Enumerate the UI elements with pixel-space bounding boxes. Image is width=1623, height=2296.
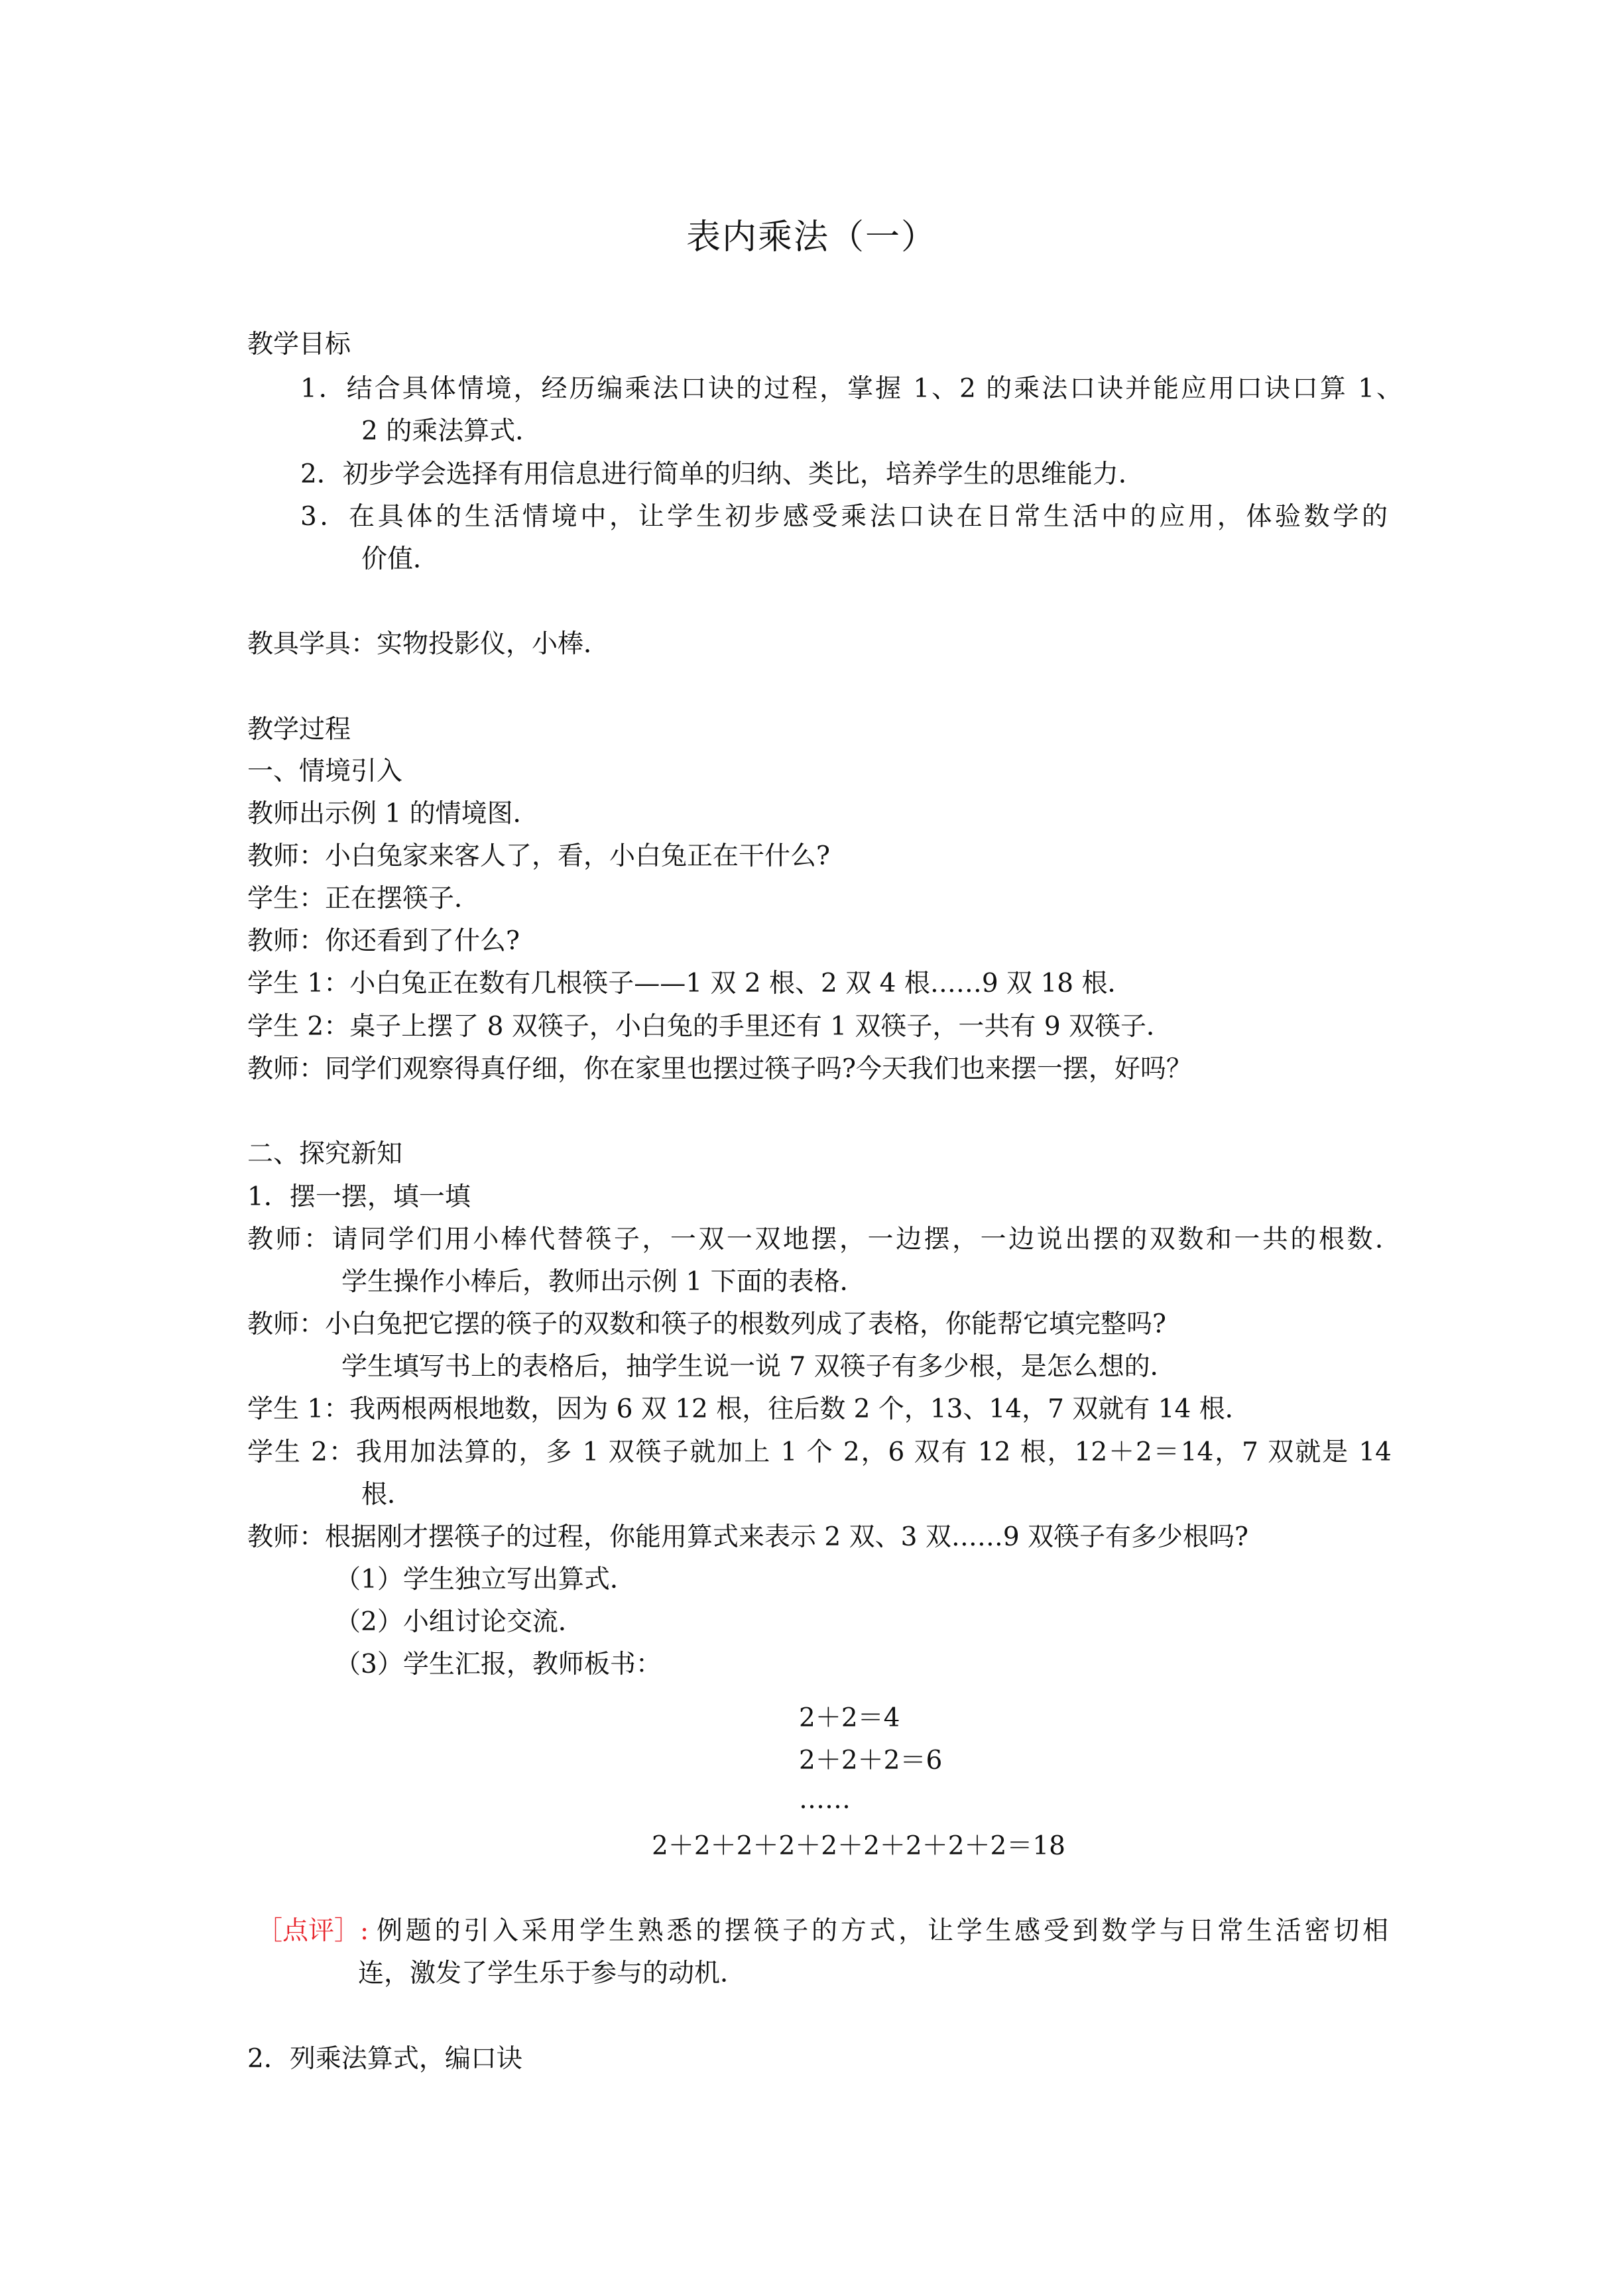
objective-item-2: 2．初步学会选择有用信息进行简单的归纳、类比，培养学生的思维能力． (300, 459, 1144, 489)
objective-item-3: 3．在具体的生活情境中，让学生初步感受乘法口诀在日常生活中的应用，体验数学的 (300, 502, 1388, 532)
dialogue-line: 学生 2：桌子上摆了 8 双筷子，小白兔的手里还有 1 双筷子，一共有 9 双筷子． (247, 1012, 1173, 1042)
dialogue-line: 教师：小白兔家来客人了，看，小白兔正在干什么? (247, 841, 830, 871)
board-equation: 2＋2＝4 (799, 1703, 900, 1733)
board-ellipsis: …… (799, 1785, 851, 1815)
comment-text: 例题的引入采用学生熟悉的摆筷子的方式，让学生感受到数学与日常生活密切相 (377, 1916, 1388, 1946)
dialogue-line: 学生 1：我两根两根地数，因为 6 双 12 根，往后数 2 个，13、14，7 双就有 14 根． (247, 1394, 1251, 1424)
step-item: （2）小组讨论交流． (335, 1607, 584, 1637)
dialogue-line-cont: 根． (361, 1480, 414, 1510)
dialogue-line: 教师：你还看到了什么? (247, 926, 520, 956)
page-title: 表内乘法（一） (686, 217, 937, 257)
dialogue-line: 学生 1：小白兔正在数有几根筷子——1 双 2 根、2 双 4 根……9 双 18 根． (247, 969, 1134, 998)
process-heading: 教学过程 (247, 715, 351, 745)
objective-item-1-cont: 2 的乘法算式． (361, 416, 542, 446)
objective-item-1: 1．结合具体情境，经历编乘法口诀的过程，掌握 1、2 的乘法口诀并能应用口诀口算 1、 (300, 374, 1402, 404)
dialogue-line: 教师：同学们观察得真仔细，你在家里也摆过筷子吗?今天我们也来摆一摆，好吗？ (247, 1054, 1192, 1084)
section-1-heading: 一、情境引入 (247, 756, 403, 786)
dialogue-line: 学生：正在摆筷子． (247, 884, 481, 914)
section-2-heading: 二、探究新知 (247, 1139, 403, 1169)
comment-label: ［点评］: (257, 1916, 369, 1946)
subsection-2-heading: 2．列乘法算式，编口诀 (247, 2044, 522, 2074)
step-item: （1）学生独立写出算式． (335, 1565, 636, 1595)
subsection-1-heading: 1．摆一摆，填一填 (247, 1182, 471, 1212)
board-equation: 2＋2＋2＋2＋2＋2＋2＋2＋2＝18 (652, 1831, 1065, 1861)
dialogue-line: 教师：根据刚才摆筷子的过程，你能用算式来表示 2 双、3 双……9 双筷子有多少根吗? (247, 1522, 1248, 1552)
objectives-heading: 教学目标 (247, 330, 351, 359)
step-item: （3）学生汇报，教师板书： (335, 1650, 662, 1679)
activity-note: 学生填写书上的表格后，抽学生说一说 7 双筷子有多少根，是怎么想的． (341, 1352, 1176, 1382)
dialogue-line: 教师：小白兔把它摆的筷子的双数和筷子的根数列成了表格，你能帮它填完整吗? (247, 1309, 1166, 1339)
board-equation: 2＋2＋2＝6 (799, 1746, 943, 1776)
comment-text-cont: 连，激发了学生乐于参与的动机． (358, 1959, 747, 1988)
dialogue-line: 教师出示例 1 的情境图． (247, 799, 539, 829)
teaching-tools: 教具学具：实物投影仪，小棒． (247, 629, 610, 659)
dialogue-line: 教师：请同学们用小棒代替筷子，一双一双地摆，一边摆，一边说出摆的双数和一共的根数． (247, 1225, 1401, 1254)
objective-item-3-cont: 价值． (361, 544, 440, 574)
activity-note: 学生操作小棒后，教师出示例 1 下面的表格． (341, 1267, 866, 1297)
dialogue-line: 学生 2：我用加法算的，多 1 双筷子就加上 1 个 2，6 双有 12 根，12＋2＝14，7 双就是 14 (247, 1437, 1392, 1467)
